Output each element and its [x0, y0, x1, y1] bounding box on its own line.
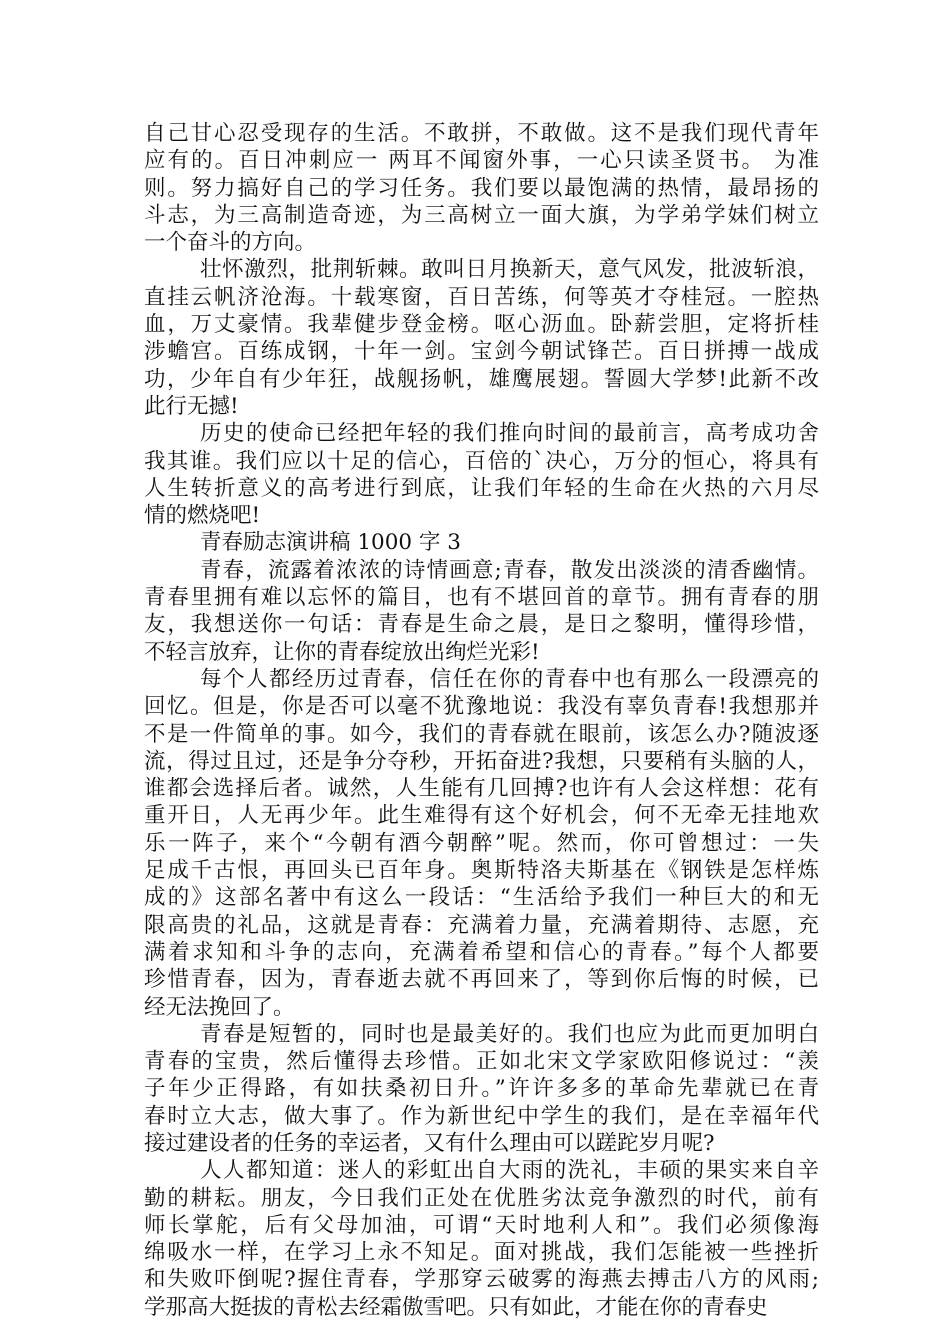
- text-line: 满着求知和斗争的志向，充满着希望和信心的青春。”每个人都要: [144, 939, 819, 965]
- text-line: 每个人都经历过青春，信任在你的青春中也有那么一段漂亮的: [200, 666, 819, 692]
- text-line: 此行无撼!: [144, 393, 239, 419]
- text-line: 我其谁。我们应以十足的信心，百倍的`决心，万分的恒心，将具有: [144, 448, 819, 474]
- text-line: 限高贵的礼品，这就是青春：充满着力量，充满着期待、志愿，充: [144, 912, 819, 938]
- text-line: 足成千古恨，再回头已百年身。奥斯特洛夫斯基在《钢铁是怎样炼: [144, 858, 819, 884]
- section-heading: 青春励志演讲稿 1000 字 3: [200, 530, 461, 556]
- text-line: 乐一阵子，来个“今朝有酒今朝醉”呢。然而，你可曾想过：一失: [144, 830, 819, 856]
- text-line: 青春里拥有难以忘怀的篇目，也有不堪回首的章节。拥有青春的朋: [144, 585, 819, 611]
- text-line: 直挂云帆济沧海。十载寒窗，百日苦练，何等英才夺桂冠。一腔热: [144, 284, 819, 310]
- text-line: 人生转折意义的高考进行到底，让我们年轻的生命在火热的六月尽: [144, 475, 819, 501]
- text-line: 珍惜青春，因为，青春逝去就不再回来了，等到你后悔的时候，已: [144, 967, 819, 993]
- text-line: 斗志，为三高制造奇迹，为三高树立一面大旗，为学弟学妹们树立: [144, 202, 819, 228]
- document-body: [144, 120, 819, 1321]
- text-line: 绵吸水一样，在学习上永不知足。面对挑战，我们怎能被一些挫折: [144, 1240, 819, 1266]
- text-line: 涉蟾宫。百练成钢，十年一剑。宝剑今朝试锋芒。百日拼搏一战成: [144, 339, 819, 365]
- text-line: 重开日，人无再少年。此生难得有这个好机会，何不无牵无挂地欢: [144, 803, 819, 829]
- paragraph: [144, 1021, 819, 1157]
- text-line: 春时立大志，做大事了。作为新世纪中学生的我们，是在幸福年代: [144, 1103, 819, 1129]
- text-line: 勤的耕耘。朋友，今日我们正处在优胜劣汰竞争激烈的时代，前有: [144, 1185, 819, 1211]
- text-line: 接过建设者的任务的幸运者，又有什么理由可以蹉跎岁月呢?: [144, 1130, 715, 1156]
- text-line: 情的燃烧吧!: [144, 503, 261, 529]
- text-line: 友，我想送你一句话：青春是生命之晨，是日之黎明，懂得珍惜，: [144, 612, 819, 638]
- text-line: 子年少正得路，有如扶桑初日升。”许许多多的革命先辈就已在青: [144, 1076, 819, 1102]
- text-line: 流，得过且过，还是争分夺秒，开拓奋进?我想，只要稍有头脑的人，: [144, 748, 819, 774]
- text-line: 自己甘心忍受现存的生活。不敢拼，不敢做。这不是我们现代青年: [144, 121, 819, 146]
- paragraph: [144, 120, 819, 256]
- text-line: 学那高大挺拔的青松去经霜傲雪吧。只有如此，才能在你的青春史: [144, 1294, 768, 1320]
- text-line: 壮怀激烈，批荆斩棘。敢叫日月换新天，意气风发，批波斩浪，: [200, 257, 819, 283]
- text-line: 谁都会选择后者。诚然，人生能有几回搏?也许有人会这样想：花有: [144, 776, 819, 802]
- text-line: 血，万丈豪情。我辈健步登金榜。呕心沥血。卧薪尝胆，定将折桂: [144, 312, 819, 338]
- text-line: 应有的。百日冲刺应一 两耳不闻窗外事，一心只读圣贤书。 为准: [144, 148, 819, 174]
- paragraph: [144, 557, 819, 666]
- text-line: 功，少年自有少年狂，战舰扬帆，雄鹰展翅。誓圆大学梦!此新不改: [144, 366, 819, 392]
- paragraph: [144, 420, 819, 529]
- text-line: 一个奋斗的方向。: [144, 230, 317, 256]
- paragraph: [144, 256, 819, 420]
- text-line: 和失败吓倒呢?握住青春，学那穿云破雾的海燕去搏击八方的风雨;: [144, 1267, 819, 1293]
- text-line: 成的》这部名著中有这么一段话：“生活给予我们一种巨大的和无: [144, 885, 819, 911]
- paragraph: [144, 1157, 819, 1321]
- text-line: 师长掌舵，后有父母加油，可谓“天时地利人和”。我们必须像海: [144, 1212, 819, 1238]
- text-line: 不是一件简单的事。如今，我们的青春就在眼前，该怎么办?随波逐: [144, 721, 819, 747]
- text-line: 历史的使命已经把年轻的我们推向时间的最前言，高考成功舍: [200, 421, 819, 447]
- text-line: 青春，流露着浓浓的诗情画意;青春，散发出淡淡的清香幽情。: [200, 557, 819, 583]
- text-line: 人人都知道：迷人的彩虹出自大雨的洗礼，丰硕的果实来自辛: [200, 1158, 819, 1184]
- text-line: 回忆。但是，你是否可以毫不犹豫地说：我没有辜负青春!我想那并: [144, 694, 819, 720]
- text-line: 则。努力搞好自己的学习任务。我们要以最饱满的热情，最昂扬的: [144, 175, 819, 201]
- text-line: 青春是短暂的，同时也是最美好的。我们也应为此而更加明白: [200, 1021, 819, 1047]
- text-line: 不轻言放弃，让你的青春绽放出绚烂光彩!: [144, 639, 540, 665]
- paragraph: [144, 666, 819, 1021]
- text-line: 经无法挽回了。: [144, 994, 295, 1020]
- text-line: 青春的宝贵，然后懂得去珍惜。正如北宋文学家欧阳修说过：“羡: [144, 1049, 819, 1075]
